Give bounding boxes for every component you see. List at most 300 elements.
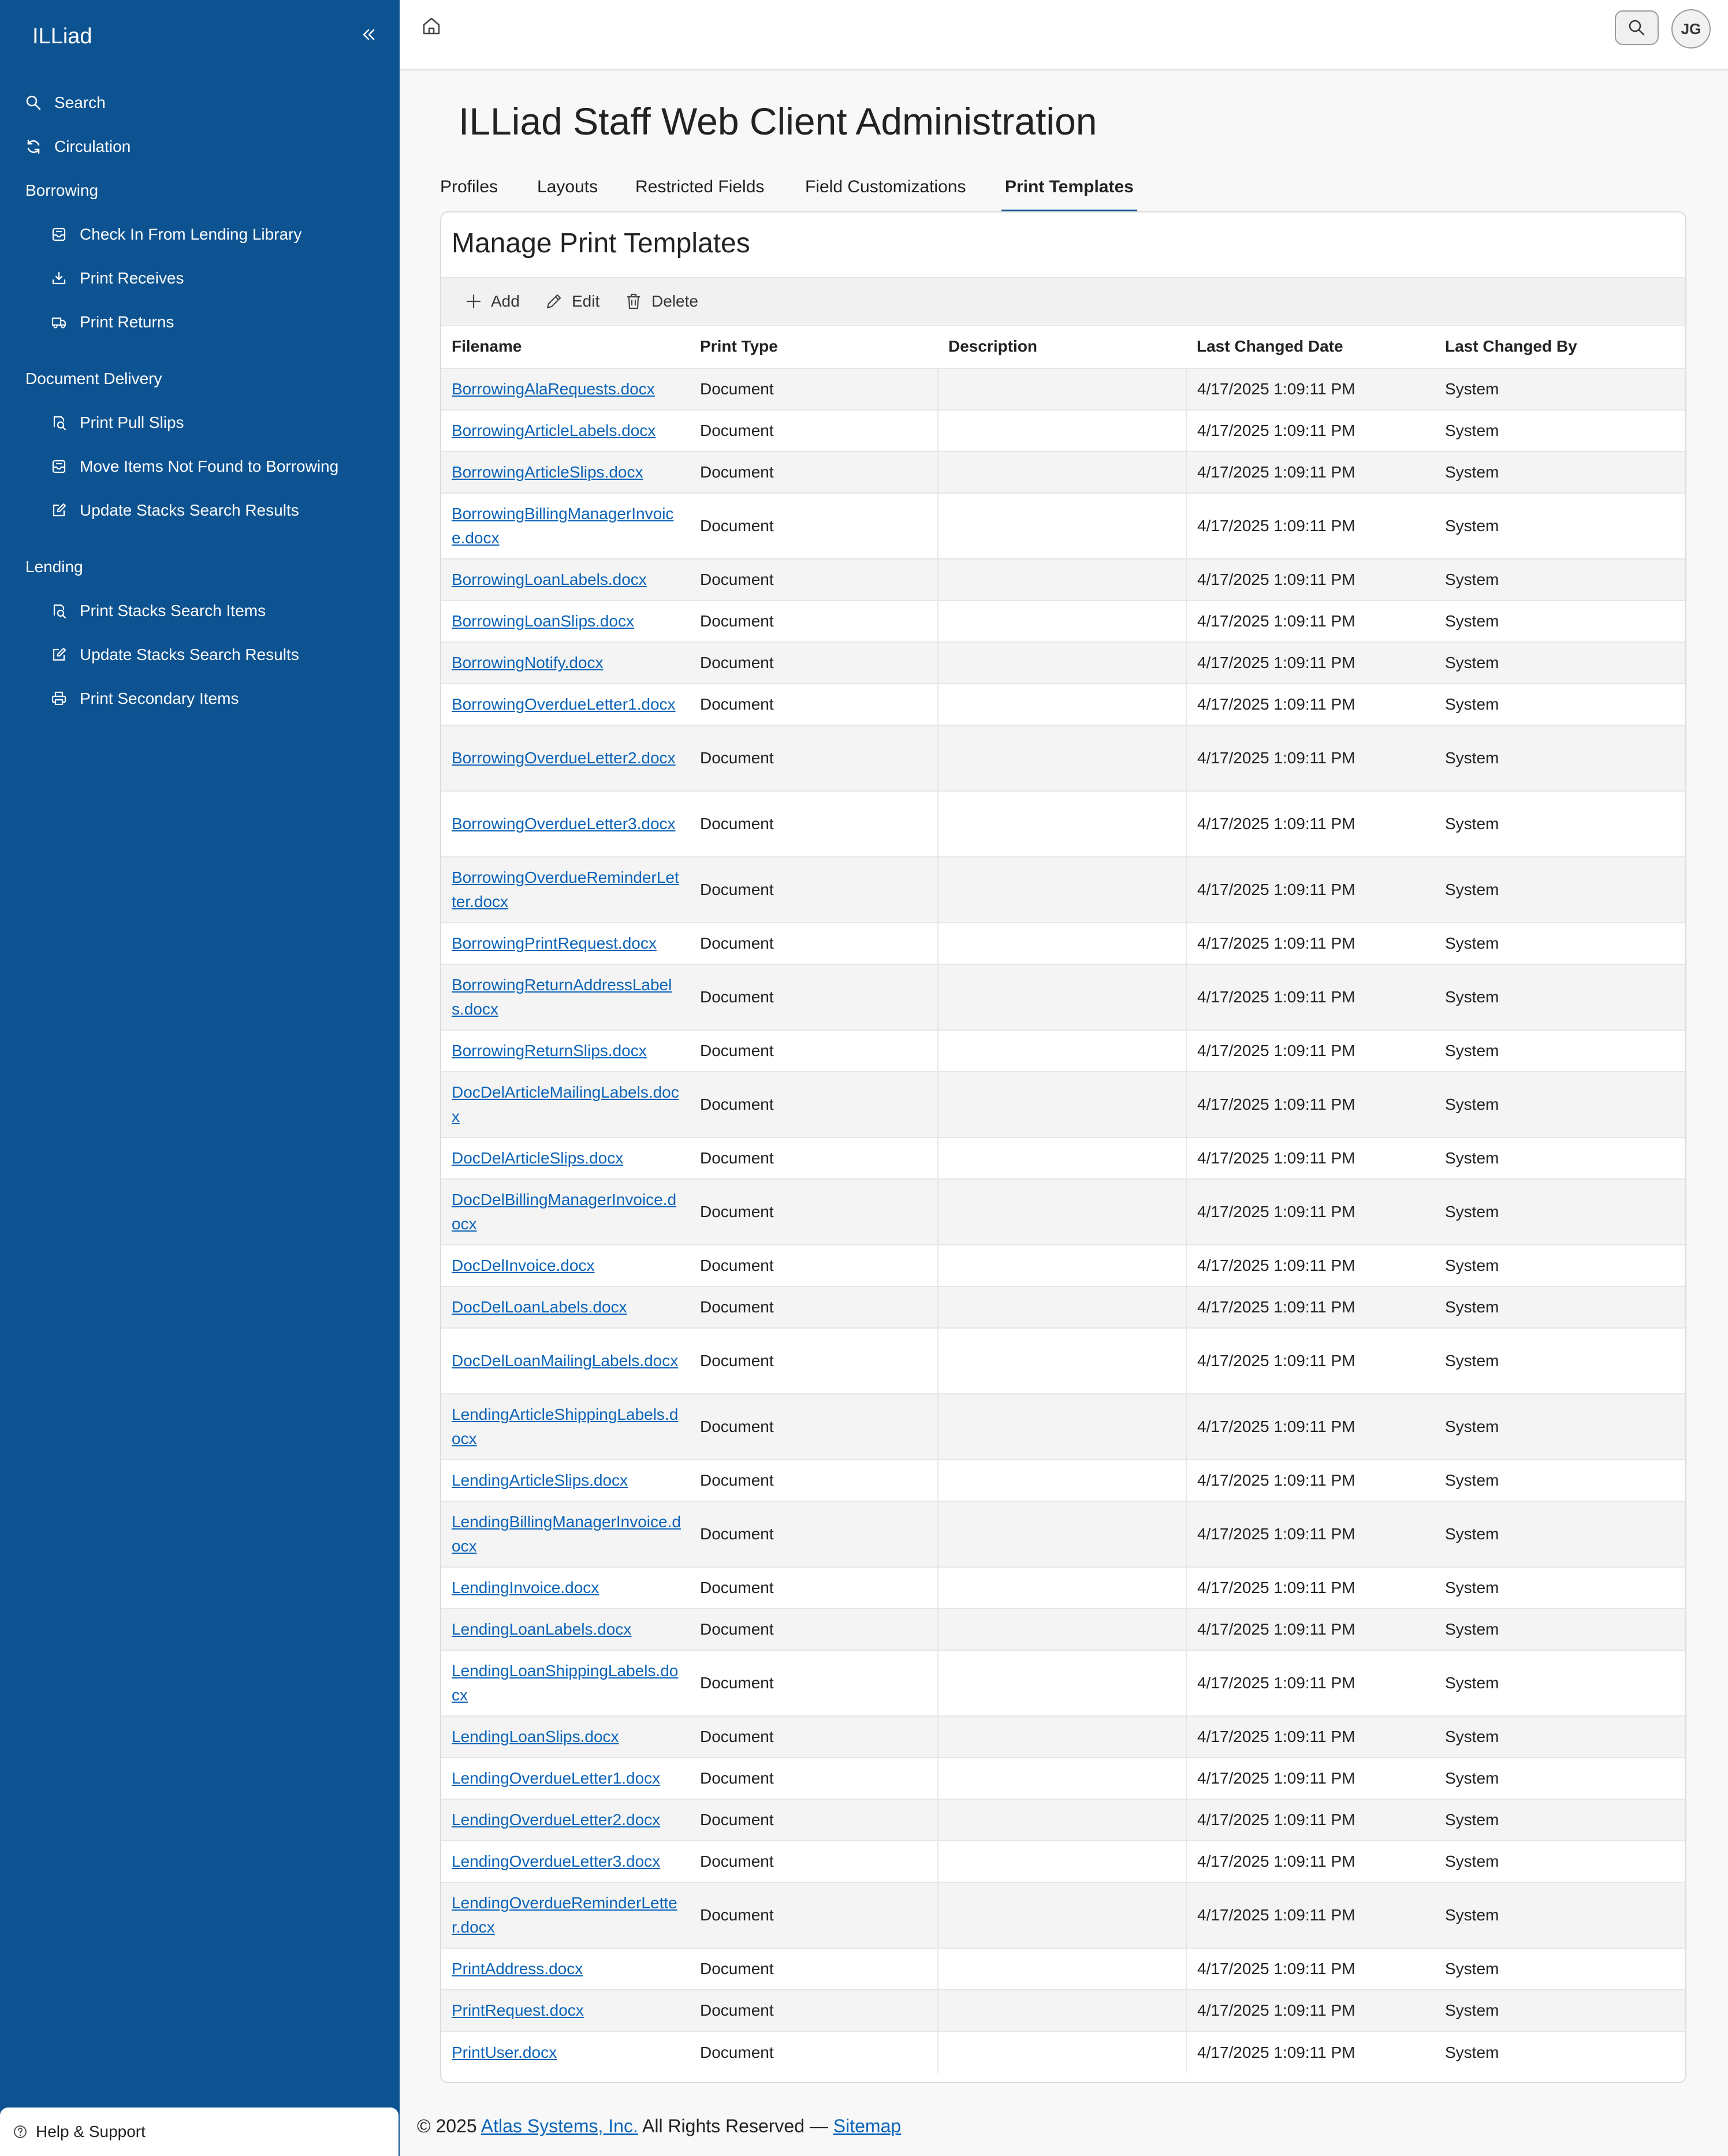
sitemap-link[interactable]: Sitemap [833,2116,902,2136]
filename-link[interactable]: BorrowingOverdueLetter1.docx [452,695,676,713]
cell-description [938,600,1186,642]
filename-link[interactable]: BorrowingArticleSlips.docx [452,463,643,481]
cell-last-changed-by: System [1435,1609,1685,1650]
table-row[interactable] [441,1948,1685,1990]
filename-link[interactable]: LendingBillingManagerInvoice.docx [452,1513,681,1555]
cell-last-changed-date: 4/17/2025 1:09:11 PM [1186,642,1435,684]
cell-description [938,1286,1186,1328]
cell-print-type: Document [690,791,938,857]
table-body [441,368,1685,2073]
cell-last-changed-date: 4/17/2025 1:09:11 PM [1186,600,1435,642]
inbox-icon [51,458,67,475]
cell-description [938,1609,1186,1650]
cell-filename [441,1716,690,1758]
sidebar-item-label: Check In From Lending Library [80,225,302,243]
cell-print-type: Document [690,964,938,1030]
filename-link[interactable]: LendingOverdueLetter1.docx [452,1769,661,1787]
cell-print-type: Document [690,1072,938,1137]
cell-filename [441,1286,690,1328]
cell-last-changed-by: System [1435,452,1685,493]
cell-print-type: Document [690,642,938,684]
sidebar-item-print-stacks-search-items[interactable] [0,589,400,633]
delete-button[interactable] [624,278,698,325]
sidebar-item-label: Print Pull Slips [80,413,184,431]
cell-last-changed-date: 4/17/2025 1:09:11 PM [1186,1501,1435,1567]
cell-last-changed-by: System [1435,857,1685,923]
cell-description [938,1328,1186,1394]
cell-last-changed-date: 4/17/2025 1:09:11 PM [1186,1990,1435,2031]
cell-last-changed-date: 4/17/2025 1:09:11 PM [1186,452,1435,493]
templates-toolbar [441,277,1685,326]
cell-last-changed-date: 4/17/2025 1:09:11 PM [1186,857,1435,923]
cell-print-type: Document [690,725,938,791]
table-row[interactable] [441,493,1685,559]
cell-last-changed-by: System [1435,923,1685,964]
add-label: Add [491,292,520,310]
table-row[interactable] [441,857,1685,923]
sidebar-item-label: Print Stacks Search Items [80,602,266,620]
cell-last-changed-date: 4/17/2025 1:09:11 PM [1186,1882,1435,1948]
cell-description [938,1245,1186,1286]
cell-print-type: Document [690,1758,938,1799]
filename-link[interactable]: DocDelLoanMailingLabels.docx [452,1352,679,1370]
cell-filename [441,368,690,410]
cell-description [938,410,1186,452]
filename-link[interactable]: PrintRequest.docx [452,2001,584,2019]
cell-last-changed-by: System [1435,1137,1685,1179]
filename-link[interactable]: BorrowingBillingManagerInvoice.docx [452,505,674,547]
cell-print-type: Document [690,1286,938,1328]
cell-last-changed-date: 4/17/2025 1:09:11 PM [1186,1179,1435,1245]
table-row[interactable] [441,410,1685,452]
table-row[interactable] [441,964,1685,1030]
sidebar-item-label: Print Secondary Items [80,689,239,707]
top-bar [400,0,1728,70]
filename-link[interactable]: BorrowingAlaRequests.docx [452,380,655,398]
cell-filename [441,684,690,725]
cell-last-changed-date: 4/17/2025 1:09:11 PM [1186,1328,1435,1394]
filename-link[interactable]: BorrowingOverdueLetter2.docx [452,749,676,767]
cell-last-changed-by: System [1435,1501,1685,1567]
delete-label: Delete [651,292,698,310]
cell-print-type: Document [690,1882,938,1948]
truck-icon [51,314,67,330]
cell-last-changed-date: 4/17/2025 1:09:11 PM [1186,493,1435,559]
double-chevron-left-icon [357,23,380,46]
table-row[interactable] [441,1137,1685,1179]
cell-description [938,1460,1186,1501]
cell-last-changed-by: System [1435,559,1685,600]
cell-description [938,1799,1186,1841]
cell-last-changed-date: 4/17/2025 1:09:11 PM [1186,791,1435,857]
help-circle-icon [13,2124,28,2139]
cell-filename [441,1328,690,1394]
table-row[interactable] [441,1609,1685,1650]
cell-print-type: Document [690,857,938,923]
plus-icon [464,292,483,311]
filename-link[interactable]: DocDelArticleSlips.docx [452,1149,624,1167]
filename-link[interactable]: DocDelArticleMailingLabels.docx [452,1083,679,1125]
search-icon [1627,18,1647,38]
cell-print-type: Document [690,1799,938,1841]
footer [417,2116,901,2137]
table-row[interactable] [441,1072,1685,1137]
cell-print-type: Document [690,1179,938,1245]
cell-print-type: Document [690,1990,938,2031]
column-header-last-changed-by[interactable]: Last Changed By [1445,337,1577,355]
cell-last-changed-date: 4/17/2025 1:09:11 PM [1186,1394,1435,1460]
column-header-print-type[interactable]: Print Type [700,337,778,355]
table-row[interactable] [441,1501,1685,1567]
cell-description [938,1072,1186,1137]
cell-filename [441,600,690,642]
refresh-icon [24,137,43,156]
cell-description [938,964,1186,1030]
global-search-button[interactable] [1615,10,1659,45]
cell-filename [441,1072,690,1137]
cell-filename [441,1882,690,1948]
table-row[interactable] [441,1460,1685,1501]
table-row[interactable] [441,1394,1685,1460]
table-row[interactable] [441,1758,1685,1799]
cell-filename [441,452,690,493]
table-row[interactable] [441,1882,1685,1948]
sidebar-item-print-secondary-items[interactable] [0,677,400,721]
cell-last-changed-by: System [1435,1716,1685,1758]
sidebar-section-document-delivery: Document Delivery [25,370,162,387]
cell-description [938,923,1186,964]
tab-restricted-fields[interactable]: Restricted Fields [635,177,765,196]
filename-link[interactable]: BorrowingLoanSlips.docx [452,612,634,630]
cell-filename [441,1841,690,1882]
cell-print-type: Document [690,1609,938,1650]
sidebar-item-label: Move Items Not Found to Borrowing [80,457,339,475]
cell-print-type: Document [690,1328,938,1394]
cell-description [938,1137,1186,1179]
cell-print-type: Document [690,1567,938,1609]
tab-layouts[interactable]: Layouts [537,177,598,196]
cell-print-type: Document [690,1245,938,1286]
cell-description [938,1394,1186,1460]
sidebar-item-label: Update Stacks Search Results [80,646,299,663]
cell-filename [441,1758,690,1799]
table-row[interactable] [441,1841,1685,1882]
inbox-icon [51,226,67,243]
cell-last-changed-by: System [1435,684,1685,725]
cell-print-type: Document [690,923,938,964]
cell-last-changed-date: 4/17/2025 1:09:11 PM [1186,1799,1435,1841]
sidebar-section-lending: Lending [25,558,83,576]
sidebar-item-print-receives[interactable] [0,256,400,300]
cell-last-changed-date: 4/17/2025 1:09:11 PM [1186,1841,1435,1882]
filename-link[interactable]: BorrowingLoanLabels.docx [452,570,647,588]
app-brand[interactable]: ILLiad [32,24,92,49]
cell-filename [441,559,690,600]
cell-last-changed-by: System [1435,1245,1685,1286]
table-row[interactable] [441,923,1685,964]
cell-description [938,684,1186,725]
cell-last-changed-by: System [1435,1758,1685,1799]
tab-profiles[interactable]: Profiles [440,177,498,196]
cell-filename [441,1948,690,1990]
edit-icon [51,647,67,663]
cell-filename [441,493,690,559]
cell-filename [441,964,690,1030]
home-button[interactable] [420,15,442,40]
cell-last-changed-by: System [1435,1841,1685,1882]
sidebar-item-print-pull-slips[interactable] [0,401,400,445]
cell-filename [441,1394,690,1460]
table-row[interactable] [441,1030,1685,1072]
cell-last-changed-date: 4/17/2025 1:09:11 PM [1186,725,1435,791]
search-icon [24,94,43,112]
cell-description [938,1567,1186,1609]
filename-link[interactable]: BorrowingOverdueLetter3.docx [452,815,676,833]
cell-description [938,791,1186,857]
cell-description [938,1501,1186,1567]
cell-description [938,1948,1186,1990]
cell-description [938,1758,1186,1799]
cell-last-changed-date: 4/17/2025 1:09:11 PM [1186,559,1435,600]
cell-description [938,725,1186,791]
cell-last-changed-by: System [1435,600,1685,642]
filename-link[interactable]: BorrowingArticleLabels.docx [452,421,656,439]
cell-last-changed-date: 4/17/2025 1:09:11 PM [1186,1609,1435,1650]
sidebar-item-print-returns[interactable] [0,300,400,344]
cell-print-type: Document [690,1841,938,1882]
table-row[interactable] [441,1799,1685,1841]
cell-print-type: Document [690,1650,938,1716]
table-row[interactable] [441,1567,1685,1609]
table-row[interactable] [441,1179,1685,1245]
sidebar-item-update-stacks-search-results-docdel[interactable] [0,488,400,532]
column-header-filename[interactable]: Filename [452,337,522,355]
cell-last-changed-by: System [1435,1948,1685,1990]
cell-last-changed-date: 4/17/2025 1:09:11 PM [1186,1030,1435,1072]
cell-description [938,642,1186,684]
cell-last-changed-date: 4/17/2025 1:09:11 PM [1186,410,1435,452]
filename-link[interactable]: LendingOverdueLetter3.docx [452,1852,661,1870]
cell-last-changed-by: System [1435,1030,1685,1072]
cell-last-changed-date: 4/17/2025 1:09:11 PM [1186,1137,1435,1179]
table-row[interactable] [441,1650,1685,1716]
cell-last-changed-date: 4/17/2025 1:09:11 PM [1186,1286,1435,1328]
cell-print-type: Document [690,600,938,642]
cell-description [938,1882,1186,1948]
cell-last-changed-by: System [1435,791,1685,857]
sidebar-section-borrowing: Borrowing [25,181,99,199]
filename-link[interactable]: LendingLoanLabels.docx [452,1620,632,1638]
table-row[interactable] [441,725,1685,791]
cell-print-type: Document [690,410,938,452]
cell-filename [441,1137,690,1179]
cell-filename [441,791,690,857]
cell-filename [441,1501,690,1567]
cell-last-changed-date: 4/17/2025 1:09:11 PM [1186,684,1435,725]
trash-icon [624,292,643,311]
cell-print-type: Document [690,493,938,559]
cell-filename [441,2031,690,2073]
filename-link[interactable]: LendingLoanShippingLabels.docx [452,1662,679,1704]
filename-link[interactable]: BorrowingPrintRequest.docx [452,934,657,952]
table-row[interactable] [441,1286,1685,1328]
filename-link[interactable]: PrintUser.docx [452,2043,557,2061]
table-row[interactable] [441,1716,1685,1758]
cell-filename [441,1460,690,1501]
cell-print-type: Document [690,2031,938,2073]
cell-description [938,857,1186,923]
sidebar-item-label: Update Stacks Search Results [80,501,299,519]
column-header-description[interactable]: Description [948,337,1038,355]
cell-last-changed-by: System [1435,1179,1685,1245]
page-title: ILLiad Staff Web Client Administration [459,100,1097,143]
sidebar-item-label: Print Receives [80,269,184,287]
cell-last-changed-date: 4/17/2025 1:09:11 PM [1186,1460,1435,1501]
cell-last-changed-date: 4/17/2025 1:09:11 PM [1186,964,1435,1030]
cell-print-type: Document [690,452,938,493]
cell-last-changed-by: System [1435,493,1685,559]
sidebar-item-search[interactable] [0,81,400,125]
filename-link[interactable]: LendingInvoice.docx [452,1579,599,1597]
table-row[interactable] [441,642,1685,684]
help-label: Help & Support [36,2123,146,2140]
tab-field-customizations[interactable]: Field Customizations [805,177,966,196]
print-templates-card [440,211,1686,2083]
sidebar-nav [0,81,400,721]
cell-filename [441,923,690,964]
cell-print-type: Document [690,684,938,725]
filename-link[interactable]: BorrowingReturnAddressLabels.docx [452,976,672,1018]
table-row[interactable] [441,791,1685,857]
sidebar-item-label: Circulation [54,137,131,155]
cell-description [938,493,1186,559]
table-row[interactable] [441,1245,1685,1286]
pencil-icon [544,292,564,311]
user-avatar[interactable]: JG [1671,9,1711,49]
cell-filename [441,725,690,791]
cell-description [938,1716,1186,1758]
cell-last-changed-date: 4/17/2025 1:09:11 PM [1186,1567,1435,1609]
cell-print-type: Document [690,1394,938,1460]
filename-link[interactable]: LendingLoanSlips.docx [452,1728,619,1745]
cell-last-changed-date: 4/17/2025 1:09:11 PM [1186,2031,1435,2073]
table-row[interactable] [441,684,1685,725]
cell-print-type: Document [690,1030,938,1072]
cell-description [938,452,1186,493]
cell-print-type: Document [690,1716,938,1758]
templates-table [441,324,1685,2073]
table-row[interactable] [441,1990,1685,2031]
cell-last-changed-by: System [1435,1072,1685,1137]
download-icon [51,270,67,286]
edit-button[interactable] [544,278,599,325]
cell-filename [441,410,690,452]
cell-filename [441,1609,690,1650]
edit-label: Edit [572,292,600,310]
cell-filename [441,1179,690,1245]
column-header-last-changed-date[interactable]: Last Changed Date [1197,337,1343,355]
sidebar-item-update-stacks-search-results-lending[interactable] [0,633,400,677]
table-row[interactable] [441,368,1685,410]
cell-print-type: Document [690,559,938,600]
cell-description [938,1990,1186,2031]
cell-last-changed-by: System [1435,725,1685,791]
cell-filename [441,1567,690,1609]
card-title: Manage Print Templates [452,228,750,259]
sidebar-item-move-items-not-found[interactable] [0,445,400,488]
filename-link[interactable]: LendingArticleSlips.docx [452,1471,628,1489]
filename-link[interactable]: BorrowingOverdueReminderLetter.docx [452,868,679,911]
cell-description [938,559,1186,600]
cell-last-changed-by: System [1435,1882,1685,1948]
cell-print-type: Document [690,1948,938,1990]
cell-filename [441,1990,690,2031]
cell-last-changed-date: 4/17/2025 1:09:11 PM [1186,923,1435,964]
table-row[interactable] [441,600,1685,642]
company-link[interactable]: Atlas Systems, Inc. [481,2116,638,2136]
filename-link[interactable]: LendingArticleShippingLabels.docx [452,1405,679,1448]
tab-print-templates[interactable]: Print Templates [1001,173,1137,212]
table-row[interactable] [441,2031,1685,2073]
rights-text: All Rights Reserved — [638,2116,833,2136]
cell-filename [441,1650,690,1716]
cell-last-changed-by: System [1435,368,1685,410]
cell-filename [441,1245,690,1286]
sidebar [0,0,400,2156]
cell-description [938,1030,1186,1072]
table-row[interactable] [441,559,1685,600]
add-button[interactable] [464,278,520,325]
cell-description [938,1179,1186,1245]
help-and-support-button[interactable] [0,2107,399,2156]
cell-last-changed-date: 4/17/2025 1:09:11 PM [1186,1072,1435,1137]
sidebar-item-label: Print Returns [80,313,174,331]
filename-link[interactable]: BorrowingReturnSlips.docx [452,1042,647,1060]
cell-last-changed-by: System [1435,2031,1685,2073]
filename-link[interactable]: DocDelBillingManagerInvoice.docx [452,1191,677,1233]
cell-print-type: Document [690,1137,938,1179]
cell-last-changed-by: System [1435,1460,1685,1501]
table-row[interactable] [441,1328,1685,1394]
cell-last-changed-by: System [1435,1799,1685,1841]
filename-link[interactable]: PrintAddress.docx [452,1960,583,1978]
sidebar-item-label: Search [54,94,106,111]
cell-last-changed-by: System [1435,1567,1685,1609]
table-row[interactable] [441,452,1685,493]
cell-last-changed-date: 4/17/2025 1:09:11 PM [1186,1716,1435,1758]
filename-link[interactable]: DocDelLoanLabels.docx [452,1298,627,1316]
cell-filename [441,1030,690,1072]
cell-print-type: Document [690,368,938,410]
cell-last-changed-by: System [1435,410,1685,452]
filename-link[interactable]: LendingOverdueLetter2.docx [452,1811,661,1829]
filename-link[interactable]: DocDelInvoice.docx [452,1256,595,1274]
cell-print-type: Document [690,1501,938,1567]
collapse-sidebar-button[interactable] [357,23,380,46]
cell-last-changed-date: 4/17/2025 1:09:11 PM [1186,1948,1435,1990]
filename-link[interactable]: LendingOverdueReminderLetter.docx [452,1894,677,1936]
cell-description [938,1841,1186,1882]
printer-icon [51,691,67,707]
cell-last-changed-by: System [1435,964,1685,1030]
cell-last-changed-date: 4/17/2025 1:09:11 PM [1186,1650,1435,1716]
sidebar-item-circulation[interactable] [0,125,400,169]
copyright-text: © 2025 [417,2116,481,2136]
cell-print-type: Document [690,1460,938,1501]
filename-link[interactable]: BorrowingNotify.docx [452,654,604,672]
cell-description [938,2031,1186,2073]
sidebar-item-check-in-from-lending-library[interactable] [0,212,400,256]
